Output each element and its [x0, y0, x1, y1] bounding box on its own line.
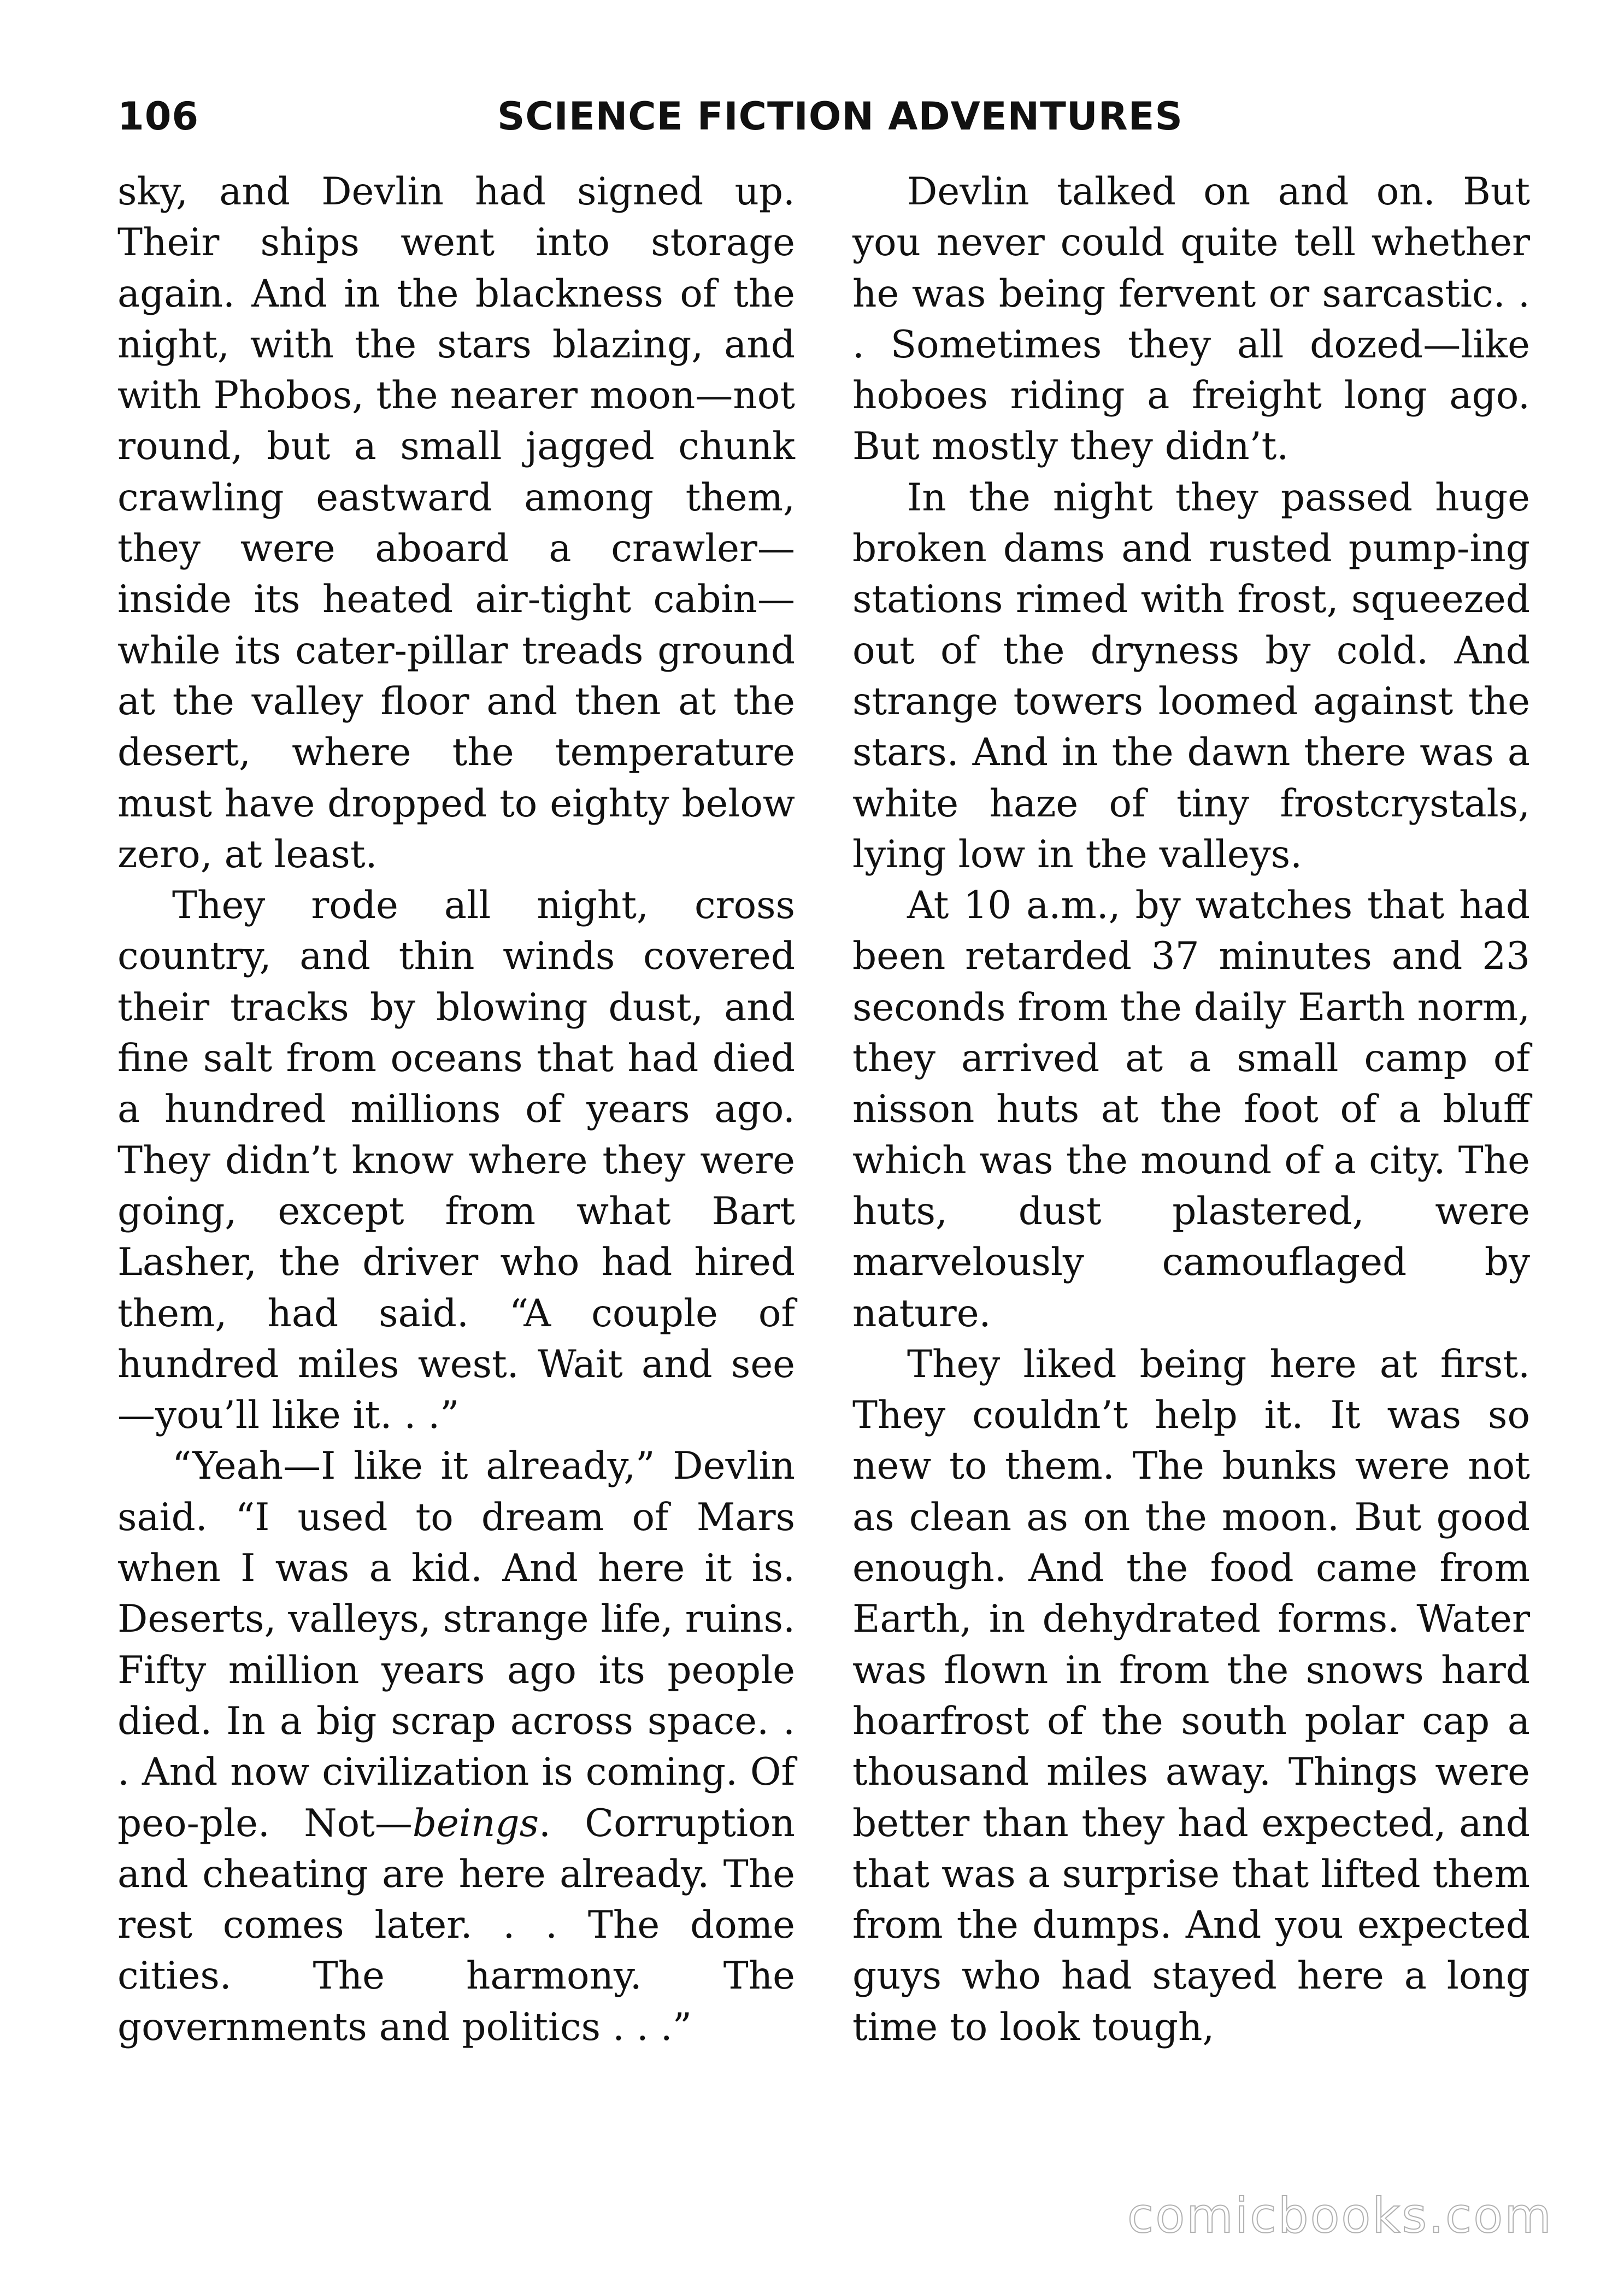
left-column — [117, 167, 795, 2053]
paragraph — [117, 1441, 795, 2053]
watermark: comicbooks.com — [1127, 2187, 1553, 2244]
paragraph: Devlin talked on and on. But you never could quite tell whether he was being fervent or sarcastic. . . Sometimes they all dozed—like hoboes riding a freight long ago. But mostly they didn’t. — [852, 170, 1530, 469]
paragraph: They rode all night, cross country, and thin winds covered their tracks by blowing dust, and fine salt from oceans that had died a hundred millions of years ago. They didn’t know where they were going, except from what Bart Lasher, the driver who had hired them, had said. “A couple of hundred miles west. Wait and see—you’ll like it. . .” — [117, 884, 795, 1438]
paragraph: At 10 a.m., by watches that had been retarded 37 minutes and 23 seconds from the daily Earth norm, they arrived at a small camp of nisson huts at the foot of a bluff which was the mound of a city. The huts, dust plastered, were marvelously camouflaged by nature. — [852, 884, 1531, 1336]
paragraph: sky, and Devlin had signed up. Their ships went into storage again. And in the blackness of the night, with the stars blazing, and with Phobos, the nearer moon—not round, but a small jagged chunk crawling eastward among them, they were aboard a crawler—inside its heated air-tight cabin—while its cater-pillar treads ground at the valley floor and then at the desert, where the temperature must have dropped to eighty below zero, at least. — [117, 170, 795, 877]
paragraph: In the night they passed huge broken dams and rusted pump-ing stations rimed with frost, squeezed out of the dryness by cold. And strange towers loomed against the stars. And in the dawn there was a white haze of tiny frostcrystals, lying low in the valleys. — [852, 475, 1530, 877]
page-header — [117, 87, 1527, 153]
right-column — [852, 167, 1530, 2053]
paragraph: They liked being here at first. They couldn’t help it. It was so new to them. The bunks were not as clean as on the moon. But good enough. And the food came from Earth, in dehydrated forms. Water was flown in from the snows hard hoarfrost of the south polar cap a thousand miles away. Things were better than they had expected, and that was a surprise that lifted them from the dumps. And you expected guys who had stayed here a long time to look tough, — [852, 1342, 1530, 2049]
paragraph-text: “Yeah—I like it already,” Devlin said. “I used to dream of Mars when I was a kid. And here it is. Deserts, valleys, strange life, ruins. Fifty million years ago its people died. In a big scrap across space. . . And now civilization is coming. Of peo-ple. Not— — [117, 1444, 796, 1845]
running-title: SCIENCE FICTION ADVENTURES — [497, 94, 1183, 139]
paragraph-text: . Corruption and cheating are here already. The rest comes later. . . The dome cities. The harmony. The governments and politics . . .” — [117, 1801, 795, 2049]
page-number: 106 — [117, 94, 199, 139]
italic-word: beings — [412, 1801, 539, 1845]
